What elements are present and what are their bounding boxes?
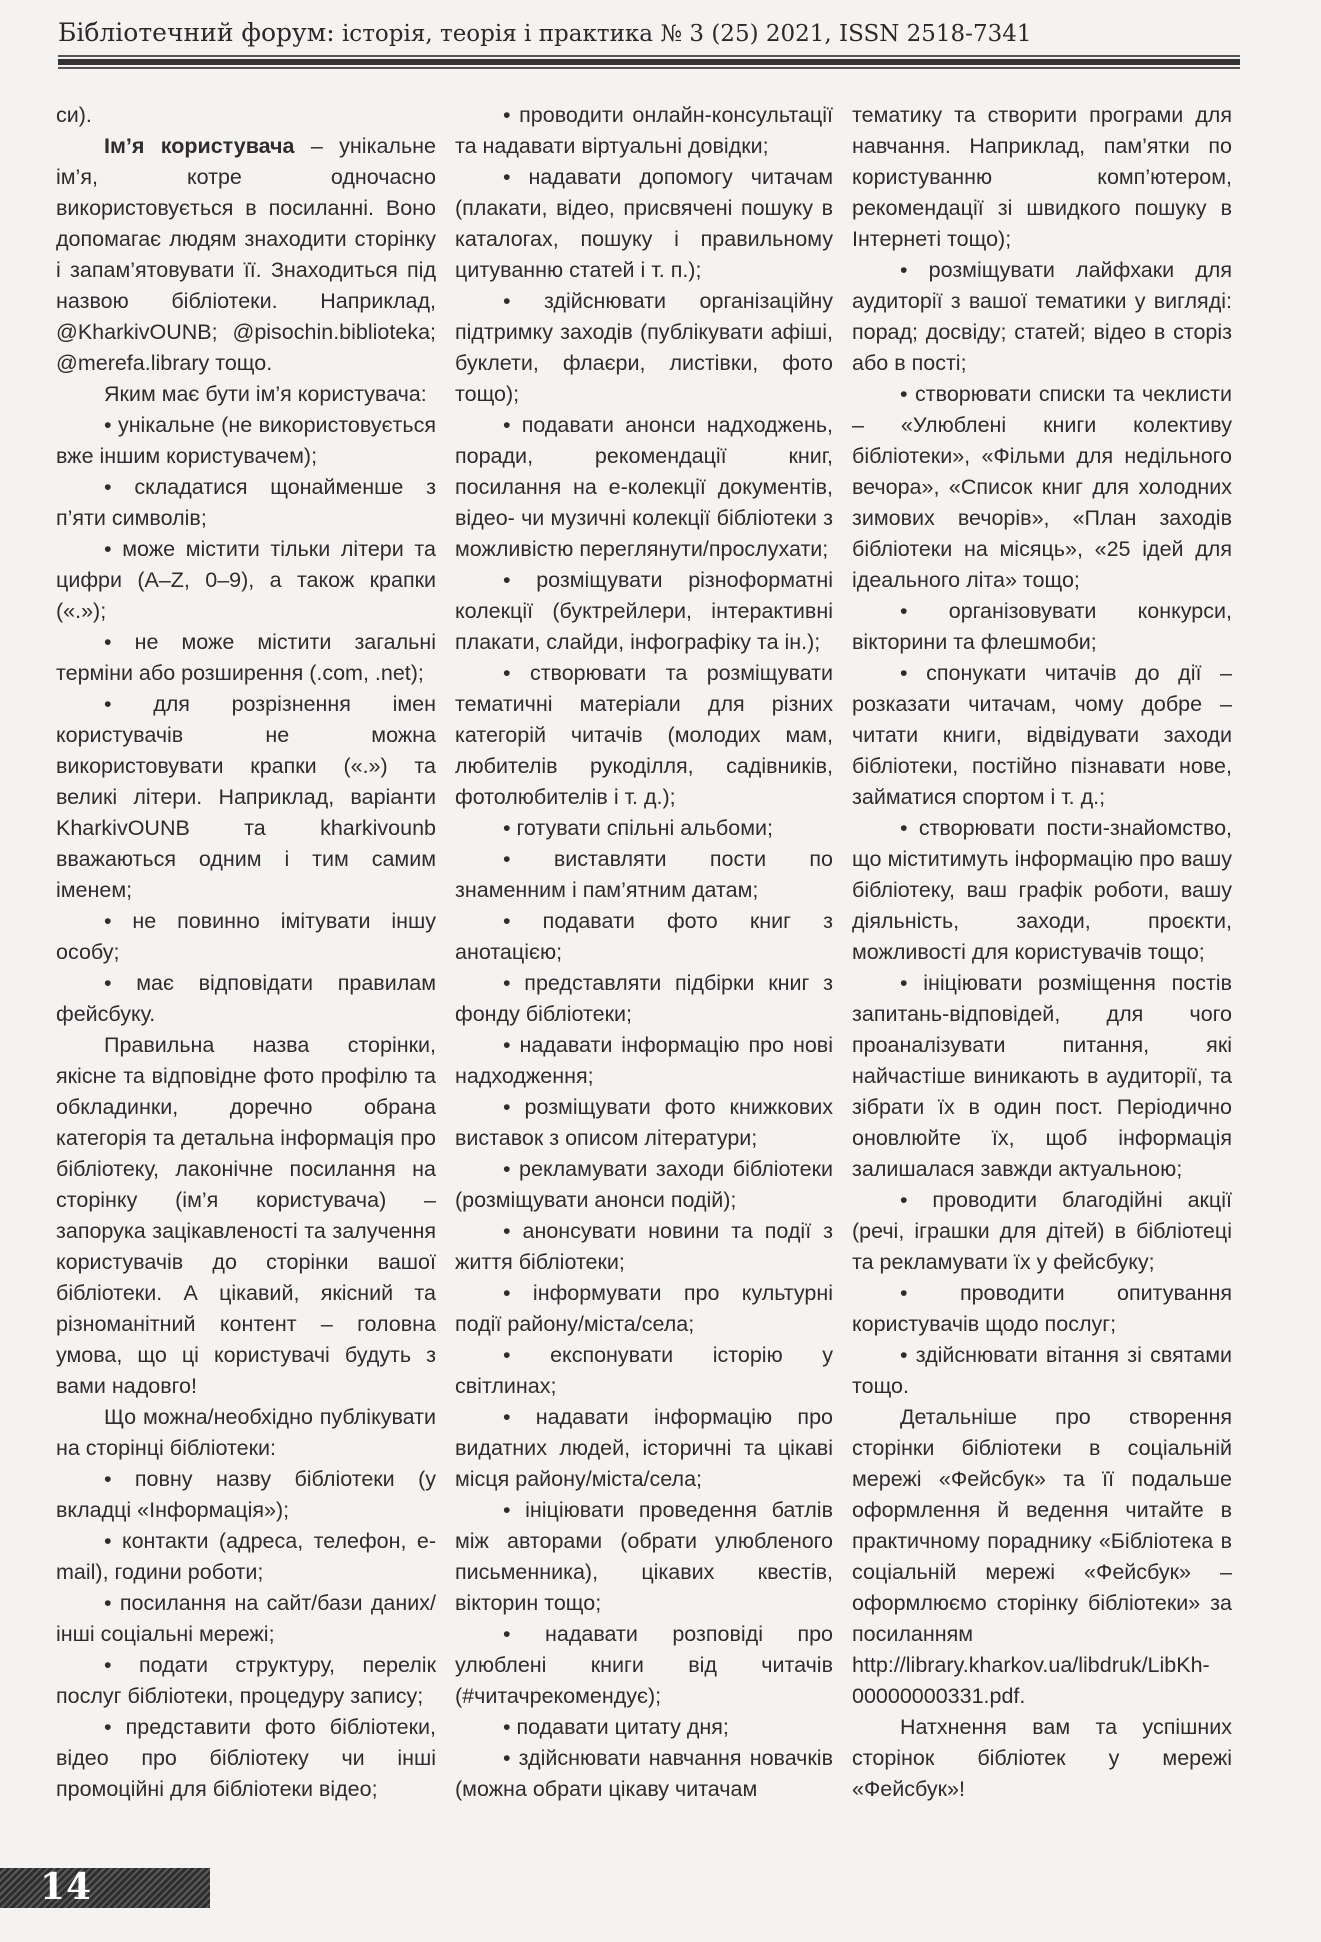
paragraph-text: • проводити благодійні акції (речі, іграшки для дітей) в бібліотеці та рекламувати їх у фейсбуку; <box>852 1188 1232 1274</box>
paragraph <box>455 658 833 813</box>
paragraph-text: • унікальне (не використовується вже іншим користувачем); <box>56 413 436 468</box>
paragraph <box>455 1154 833 1216</box>
paragraph <box>455 906 833 968</box>
paragraph-text: • здійснювати вітання зі святами тощо. <box>852 1343 1232 1398</box>
paragraph-text: • контакти (адреса, телефон, e-mail), години роботи; <box>56 1529 436 1584</box>
paragraph <box>56 379 436 410</box>
issue-info: історія, теорія і практика № 3 (25) 2021, ISSN 2518-7341 <box>334 21 1032 47</box>
paragraph <box>852 658 1232 813</box>
paragraph-text: • складатися щонайменше з п’яти символів; <box>56 475 436 530</box>
paragraph-text: • представляти підбірки книг з фонду бібліотеки; <box>455 971 833 1026</box>
paragraph-text: • подати структуру, перелік послуг бібліотеки, процедуру запису; <box>56 1653 436 1708</box>
paragraph-text: Що можна/необхідно публікувати на сторінці бібліотеки: <box>56 1405 436 1460</box>
paragraph-text: • готувати спільні альбоми; <box>503 816 773 840</box>
paragraph-text: • спонукати читачів до дії – розказати читачам, чому добре – читати книги, відвідувати заходи бібліотеки, постійно пізнавати нове, займатися спортом і т. д.; <box>852 661 1232 809</box>
paragraph <box>852 813 1232 968</box>
paragraph-text: • створювати списки та чеклисти – «Улюблені книги колективу бібліотеки», «Фільми для недільного вечора», «Список книг для холодних зимових вечорів», «План заходів бібліотеки на місяць», «25 ідей для ідеального літа» тощо; <box>852 382 1232 592</box>
paragraph-text: • здійснювати організаційну підтримку заходів (публікувати афіші, буклети, флаєри, листівки, фото тощо); <box>455 289 833 406</box>
paragraph <box>56 1526 436 1588</box>
paragraph <box>455 1216 833 1278</box>
paragraph-text: • проводити опитування користувачів щодо послуг; <box>852 1281 1232 1336</box>
paragraph <box>56 1650 436 1712</box>
text-column-1 <box>56 100 436 1805</box>
paragraph-text: • надавати допомогу читачам (плакати, відео, присвячені пошуку в каталогах, пошуку і правильному цитуванню статей і т. п.); <box>455 165 833 282</box>
paragraph <box>455 1402 833 1495</box>
paragraph-text: • може містити тільки літери та цифри (A–Z, 0–9), а також крапки («.»); <box>56 537 436 623</box>
paragraph <box>56 689 436 906</box>
paragraph <box>56 410 436 472</box>
paragraph <box>56 1464 436 1526</box>
paragraph <box>455 100 833 162</box>
paragraph-text: – унікальне ім’я, котре одночасно використовується в посиланні. Воно допомагає людям знаходити сторінку і запам’ятовувати її. Знаходиться під назвою бібліотеки. Наприклад, @KharkivOUNB; @pisochin.biblioteka; @merefa.library тощо. <box>56 134 436 375</box>
paragraph-text: си). <box>56 103 92 127</box>
paragraph-text: • посилання на сайт/бази даних/інші соціальні мережі; <box>56 1591 436 1646</box>
paragraph-text: Правильна назва сторінки, якісне та відповідне фото профілю та обкладинки, доречно обрана категорія та детальна інформація про бібліотеку, лаконічне посилання на сторінку (ім’я користувача) – запорука зацікавленості та залучення користувачів до сторінки вашої бібліотеки. А цікавий, якісний та різноманітний контент – головна умова, що ці користувачі будуть з вами надовго! <box>56 1033 436 1398</box>
paragraph-text: • проводити онлайн-консультації та надавати віртуальні довідки; <box>455 103 833 158</box>
paragraph <box>455 1030 833 1092</box>
paragraph-text: • експонувати історію у світлинах; <box>455 1343 833 1398</box>
paragraph-text: • не повинно імітувати іншу особу; <box>56 909 436 964</box>
journal-title: Бібліотечний форум: <box>58 18 335 47</box>
header-rule-thin <box>58 55 1240 57</box>
header-rule-thin-2 <box>58 67 1240 69</box>
header-rule-thick <box>58 59 1240 65</box>
page-number-bar <box>0 1868 210 1908</box>
paragraph-text: Яким має бути ім’я користувача: <box>104 382 427 406</box>
paragraph <box>56 1712 436 1805</box>
paragraph <box>852 1340 1232 1402</box>
paragraph-text: • створювати пости-знайомство, що міститимуть інформацію про вашу бібліотеку, ваш графік роботи, вашу діяльність, заходи, проєкти, можливості для користувачів тощо; <box>852 816 1232 964</box>
paragraph <box>56 472 436 534</box>
paragraph <box>852 255 1232 379</box>
paragraph <box>56 131 436 379</box>
paragraph <box>455 844 833 906</box>
paragraph-text: • анонсувати новини та події з життя бібліотеки; <box>455 1219 833 1274</box>
page-number: 14 <box>40 1866 93 1908</box>
paragraph <box>455 1743 833 1805</box>
paragraph <box>852 100 1232 255</box>
paragraph <box>455 1712 833 1743</box>
paragraph <box>56 1588 436 1650</box>
paragraph-text: • надавати розповіді про улюблені книги від читачів (#читачрекомендує); <box>455 1622 833 1708</box>
paragraph-text: • створювати та розміщувати тематичні матеріали для різних категорій читачів (молодих мам, любителів рукоділля, садівників, фотолюбителів і т. д.); <box>455 661 833 809</box>
paragraph-text: • повну назву бібліотеки (у вкладці «Інформація»); <box>56 1467 436 1522</box>
paragraph-text: • надавати інформацію про видатних людей, історичні та цікаві місця району/міста/села; <box>455 1405 833 1491</box>
paragraph <box>455 1092 833 1154</box>
paragraph-text: • здійснювати навчання новачків (можна обрати цікаву читачам <box>455 1746 833 1801</box>
running-header <box>58 18 1238 47</box>
paragraph <box>455 286 833 410</box>
paragraph-text: тематику та створити програми для навчання. Наприклад, пам’ятки по користуванню комп’ютером, рекомендації зі швидкого пошуку в Інтернеті тощо); <box>852 103 1232 251</box>
paragraph <box>56 1030 436 1402</box>
term-bold: Ім’я користувача <box>104 134 295 158</box>
paragraph-text: • розміщувати лайфхаки для аудиторії з вашої тематики у вигляді: порад; досвіду; статей; відео в сторіз або в пості; <box>852 258 1232 375</box>
paragraph <box>56 968 436 1030</box>
paragraph <box>852 1712 1232 1805</box>
paragraph-text: • виставляти пости по знаменним і пам’ятним датам; <box>455 847 833 902</box>
paragraph <box>56 100 436 131</box>
paragraph <box>56 906 436 968</box>
paragraph <box>56 1402 436 1464</box>
paragraph <box>852 1278 1232 1340</box>
paragraph-text: • розміщувати фото книжкових виставок з описом літератури; <box>455 1095 833 1150</box>
paragraph-text: • ініціювати розміщення постів запитань-відповідей, для чого проаналізувати питання, які найчастіше виникають в аудиторії, та зібрати їх в один пост. Періодично оновлюйте їх, щоб інформація залишалася завжди актуальною; <box>852 971 1232 1181</box>
paragraph <box>455 1495 833 1619</box>
paragraph <box>852 379 1232 596</box>
paragraph <box>455 565 833 658</box>
text-column-2 <box>455 100 833 1805</box>
paragraph <box>852 1402 1232 1712</box>
paragraph <box>56 534 436 627</box>
paragraph <box>56 627 436 689</box>
paragraph-text: • подавати фото книг з анотацією; <box>455 909 833 964</box>
paragraph-text: Натхнення вам та успішних сторінок бібліотек у мережі «Фейсбук»! <box>852 1715 1232 1801</box>
paragraph <box>852 968 1232 1185</box>
paragraph <box>455 410 833 565</box>
paragraph <box>455 1278 833 1340</box>
paragraph-text: • подавати анонси надходжень, поради, рекомендації книг, посилання на е-колекції документів, відео- чи музичні колекції бібліотеки з можливістю переглянути/прослухати; <box>455 413 833 561</box>
paragraph-text: • надавати інформацію про нові надходження; <box>455 1033 833 1088</box>
paragraph-text: • інформувати про культурні події району/міста/села; <box>455 1281 833 1336</box>
paragraph <box>455 813 833 844</box>
text-column-3 <box>852 100 1232 1805</box>
paragraph-text: • для розрізнення імен користувачів не можна використовувати крапки («.») та великі літери. Наприклад, варіанти KharkivOUNB та kharkivounb вважаються одним і тим самим іменем; <box>56 692 436 902</box>
paragraph <box>455 968 833 1030</box>
paragraph-text: • організовувати конкурси, вікторини та флешмоби; <box>852 599 1232 654</box>
paragraph-text: • не може містити загальні терміни або розширення (.com, .net); <box>56 630 436 685</box>
paragraph-text: • представити фото бібліотеки, відео про бібліотеку чи інші промоційні для бібліотеки відео; <box>56 1715 436 1801</box>
paragraph-text: • рекламувати заходи бібліотеки (розміщувати анонси подій); <box>455 1157 833 1212</box>
paragraph <box>455 1619 833 1712</box>
paragraph-text: • має відповідати правилам фейсбуку. <box>56 971 436 1026</box>
paragraph <box>455 1340 833 1402</box>
paragraph <box>455 162 833 286</box>
paragraph-text: Детальніше про створення сторінки бібліотеки в соціальній мережі «Фейсбук» та її подальше оформлення й ведення читайте в практичному пораднику «Бібліотека в соціальній мережі «Фейсбук» – оформлюємо сторінку бібліотеки» за посиланням http://library.kharkov.ua/libdruk/LibKh-00000000331.pdf. <box>852 1405 1232 1708</box>
paragraph-text: • подавати цитату дня; <box>503 1715 729 1739</box>
paragraph <box>852 1185 1232 1278</box>
paragraph-text: • розміщувати різноформатні колекції (буктрейлери, інтерактивні плакати, слайди, інфографіку та ін.); <box>455 568 833 654</box>
paragraph-text: • ініціювати проведення батлів між авторами (обрати улюбленого письменника), цікавих квестів, вікторин тощо; <box>455 1498 833 1615</box>
paragraph <box>852 596 1232 658</box>
